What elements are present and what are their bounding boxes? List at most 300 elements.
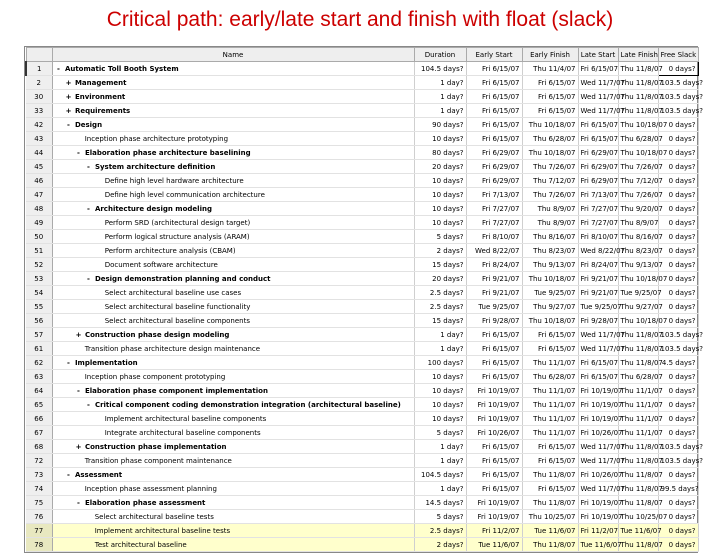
table-row[interactable]: [26, 342, 698, 356]
early-start-cell[interactable]: Fri 10/19/07: [466, 412, 522, 426]
table-row[interactable]: [26, 230, 698, 244]
free-slack-cell[interactable]: 103.5 days?: [658, 342, 698, 356]
task-name-cell[interactable]: [52, 426, 414, 440]
late-start-cell[interactable]: Fri 11/2/07: [578, 524, 618, 538]
late-start-cell[interactable]: Fri 10/19/07: [578, 510, 618, 524]
early-start-cell[interactable]: Fri 8/24/07: [466, 258, 522, 272]
row-id-cell[interactable]: 53: [26, 272, 52, 286]
duration-cell[interactable]: 10 days?: [414, 132, 466, 146]
duration-cell[interactable]: 10 days?: [414, 412, 466, 426]
early-finish-cell[interactable]: Fri 6/15/07: [522, 104, 578, 118]
table-row[interactable]: [26, 90, 698, 104]
late-start-cell[interactable]: Wed 11/7/07: [578, 454, 618, 468]
task-name-cell[interactable]: [52, 188, 414, 202]
late-finish-cell[interactable]: Thu 11/8/07: [618, 328, 658, 342]
expand-toggle[interactable]: +: [75, 442, 82, 451]
col-header-id[interactable]: [26, 48, 52, 62]
late-start-cell[interactable]: Fri 10/19/07: [578, 384, 618, 398]
table-row[interactable]: [26, 272, 698, 286]
late-finish-cell[interactable]: Thu 11/8/07: [618, 482, 658, 496]
late-start-cell[interactable]: Fri 6/29/07: [578, 146, 618, 160]
task-name-cell[interactable]: [52, 454, 414, 468]
row-id-cell[interactable]: 30: [26, 90, 52, 104]
row-id-cell[interactable]: 63: [26, 370, 52, 384]
early-finish-cell[interactable]: Thu 11/8/07: [522, 468, 578, 482]
task-name-cell[interactable]: [52, 468, 414, 482]
free-slack-cell[interactable]: 0 days?: [658, 188, 698, 202]
table-row[interactable]: [26, 202, 698, 216]
early-start-cell[interactable]: Fri 6/15/07: [466, 76, 522, 90]
free-slack-cell[interactable]: 0 days?: [658, 510, 698, 524]
task-name-cell[interactable]: [52, 482, 414, 496]
free-slack-cell[interactable]: 0 days?: [658, 468, 698, 482]
row-id-cell[interactable]: 1: [26, 62, 52, 76]
row-id-cell[interactable]: 43: [26, 132, 52, 146]
task-name-cell[interactable]: [52, 104, 414, 118]
duration-cell[interactable]: 1 day?: [414, 454, 466, 468]
table-row[interactable]: [26, 356, 698, 370]
collapse-toggle[interactable]: -: [87, 204, 90, 213]
row-id-cell[interactable]: 56: [26, 314, 52, 328]
duration-cell[interactable]: 2 days?: [414, 538, 466, 552]
late-finish-cell[interactable]: Thu 11/8/07: [618, 538, 658, 552]
expand-toggle[interactable]: +: [65, 78, 72, 87]
late-start-cell[interactable]: Fri 6/15/07: [578, 132, 618, 146]
task-name-cell[interactable]: [52, 412, 414, 426]
duration-cell[interactable]: 1 day?: [414, 482, 466, 496]
late-finish-cell[interactable]: Thu 11/8/07: [618, 356, 658, 370]
late-start-cell[interactable]: Fri 8/24/07: [578, 258, 618, 272]
late-start-cell[interactable]: Fri 10/19/07: [578, 496, 618, 510]
collapse-toggle[interactable]: -: [67, 470, 70, 479]
free-slack-cell[interactable]: 103.5 days?: [658, 328, 698, 342]
duration-cell[interactable]: 1 day?: [414, 440, 466, 454]
duration-cell[interactable]: 2.5 days?: [414, 300, 466, 314]
duration-cell[interactable]: 1 day?: [414, 342, 466, 356]
free-slack-cell[interactable]: 0 days?: [658, 258, 698, 272]
row-id-cell[interactable]: 77: [26, 524, 52, 538]
late-start-cell[interactable]: Fri 6/15/07: [578, 356, 618, 370]
duration-cell[interactable]: 10 days?: [414, 398, 466, 412]
late-start-cell[interactable]: Fri 6/29/07: [578, 160, 618, 174]
early-finish-cell[interactable]: Thu 10/18/07: [522, 314, 578, 328]
task-name-cell[interactable]: [52, 524, 414, 538]
late-finish-cell[interactable]: Thu 11/8/07: [618, 496, 658, 510]
late-start-cell[interactable]: Fri 9/21/07: [578, 286, 618, 300]
late-finish-cell[interactable]: Thu 7/12/07: [618, 174, 658, 188]
table-row[interactable]: [26, 496, 698, 510]
early-finish-cell[interactable]: Thu 9/13/07: [522, 258, 578, 272]
free-slack-cell[interactable]: 103.5 days?: [658, 104, 698, 118]
duration-cell[interactable]: 90 days?: [414, 118, 466, 132]
table-row[interactable]: [26, 510, 698, 524]
late-finish-cell[interactable]: Thu 10/25/07: [618, 510, 658, 524]
late-finish-cell[interactable]: Thu 11/8/07: [618, 440, 658, 454]
col-header-late-finish[interactable]: Late Finish: [618, 48, 658, 62]
late-finish-cell[interactable]: Thu 10/18/07: [618, 314, 658, 328]
row-id-cell[interactable]: 54: [26, 286, 52, 300]
duration-cell[interactable]: 10 days?: [414, 216, 466, 230]
expand-toggle[interactable]: +: [75, 330, 82, 339]
early-start-cell[interactable]: Fri 6/15/07: [466, 342, 522, 356]
duration-cell[interactable]: 1 day?: [414, 328, 466, 342]
free-slack-cell[interactable]: 103.5 days?: [658, 90, 698, 104]
late-start-cell[interactable]: Wed 11/7/07: [578, 90, 618, 104]
late-finish-cell[interactable]: Thu 11/1/07: [618, 384, 658, 398]
collapse-toggle[interactable]: -: [87, 274, 90, 283]
early-finish-cell[interactable]: Thu 8/16/07: [522, 230, 578, 244]
early-start-cell[interactable]: Fri 6/29/07: [466, 146, 522, 160]
duration-cell[interactable]: 20 days?: [414, 160, 466, 174]
free-slack-cell[interactable]: 0 days?: [658, 174, 698, 188]
table-row[interactable]: [26, 188, 698, 202]
late-finish-cell[interactable]: Thu 6/28/07: [618, 370, 658, 384]
early-finish-cell[interactable]: Thu 11/1/07: [522, 384, 578, 398]
row-id-cell[interactable]: 46: [26, 174, 52, 188]
early-finish-cell[interactable]: Thu 11/1/07: [522, 412, 578, 426]
task-name-cell[interactable]: [52, 244, 414, 258]
table-row[interactable]: [26, 314, 698, 328]
collapse-toggle[interactable]: -: [87, 162, 90, 171]
free-slack-cell[interactable]: 0 days?: [658, 216, 698, 230]
row-id-cell[interactable]: 62: [26, 356, 52, 370]
late-finish-cell[interactable]: Thu 11/8/07: [618, 62, 658, 76]
early-finish-cell[interactable]: Thu 11/8/07: [522, 496, 578, 510]
late-start-cell[interactable]: Fri 10/26/07: [578, 468, 618, 482]
early-finish-cell[interactable]: Fri 6/15/07: [522, 328, 578, 342]
table-row[interactable]: [26, 62, 698, 76]
task-name-cell[interactable]: [52, 538, 414, 552]
col-header-free-slack[interactable]: Free Slack: [658, 48, 698, 62]
duration-cell[interactable]: 10 days?: [414, 370, 466, 384]
duration-cell[interactable]: 10 days?: [414, 384, 466, 398]
task-name-cell[interactable]: [52, 314, 414, 328]
late-start-cell[interactable]: Wed 11/7/07: [578, 342, 618, 356]
early-finish-cell[interactable]: Thu 11/4/07: [522, 62, 578, 76]
table-row[interactable]: [26, 118, 698, 132]
table-row[interactable]: [26, 412, 698, 426]
late-finish-cell[interactable]: Thu 11/8/07: [618, 468, 658, 482]
collapse-toggle[interactable]: -: [67, 120, 70, 129]
late-finish-cell[interactable]: Thu 11/1/07: [618, 412, 658, 426]
free-slack-cell[interactable]: 0 days?: [658, 412, 698, 426]
duration-cell[interactable]: 20 days?: [414, 272, 466, 286]
early-start-cell[interactable]: Fri 7/13/07: [466, 188, 522, 202]
late-start-cell[interactable]: Fri 10/19/07: [578, 398, 618, 412]
row-id-cell[interactable]: 48: [26, 202, 52, 216]
early-finish-cell[interactable]: Thu 7/26/07: [522, 160, 578, 174]
early-start-cell[interactable]: Fri 7/27/07: [466, 216, 522, 230]
early-finish-cell[interactable]: Fri 6/15/07: [522, 342, 578, 356]
table-row[interactable]: [26, 160, 698, 174]
duration-cell[interactable]: 5 days?: [414, 426, 466, 440]
early-finish-cell[interactable]: Thu 6/28/07: [522, 370, 578, 384]
early-finish-cell[interactable]: Thu 8/23/07: [522, 244, 578, 258]
late-finish-cell[interactable]: Tue 9/25/07: [618, 286, 658, 300]
task-name-cell[interactable]: [52, 342, 414, 356]
row-id-cell[interactable]: 75: [26, 496, 52, 510]
task-name-cell[interactable]: [52, 230, 414, 244]
collapse-toggle[interactable]: -: [77, 148, 80, 157]
late-finish-cell[interactable]: Thu 6/28/07: [618, 132, 658, 146]
duration-cell[interactable]: 2.5 days?: [414, 524, 466, 538]
late-start-cell[interactable]: Fri 6/15/07: [578, 118, 618, 132]
task-name-cell[interactable]: [52, 300, 414, 314]
late-start-cell[interactable]: Fri 9/21/07: [578, 272, 618, 286]
late-start-cell[interactable]: Fri 10/19/07: [578, 412, 618, 426]
table-row[interactable]: [26, 244, 698, 258]
row-id-cell[interactable]: 55: [26, 300, 52, 314]
late-start-cell[interactable]: Fri 10/26/07: [578, 426, 618, 440]
late-start-cell[interactable]: Wed 11/7/07: [578, 482, 618, 496]
early-start-cell[interactable]: Fri 10/19/07: [466, 398, 522, 412]
duration-cell[interactable]: 15 days?: [414, 314, 466, 328]
duration-cell[interactable]: 1 day?: [414, 104, 466, 118]
free-slack-cell[interactable]: 0 days?: [658, 146, 698, 160]
free-slack-cell[interactable]: 4.5 days?: [658, 356, 698, 370]
free-slack-cell[interactable]: 0 days?: [658, 118, 698, 132]
free-slack-cell[interactable]: 0 days?: [658, 160, 698, 174]
free-slack-cell[interactable]: 0 days?: [658, 496, 698, 510]
early-finish-cell[interactable]: Thu 10/18/07: [522, 272, 578, 286]
free-slack-cell[interactable]: 103.5 days?: [658, 454, 698, 468]
duration-cell[interactable]: 14.5 days?: [414, 496, 466, 510]
early-finish-cell[interactable]: Tue 9/25/07: [522, 286, 578, 300]
free-slack-cell[interactable]: 0 days?: [658, 132, 698, 146]
task-name-cell[interactable]: [52, 510, 414, 524]
late-finish-cell[interactable]: Thu 11/8/07: [618, 90, 658, 104]
table-row[interactable]: [26, 538, 698, 552]
table-row[interactable]: [26, 174, 698, 188]
early-finish-cell[interactable]: Thu 6/28/07: [522, 132, 578, 146]
late-finish-cell[interactable]: Thu 11/8/07: [618, 342, 658, 356]
early-start-cell[interactable]: Fri 6/15/07: [466, 468, 522, 482]
task-name-cell[interactable]: [52, 398, 414, 412]
early-start-cell[interactable]: Fri 10/19/07: [466, 496, 522, 510]
table-row[interactable]: [26, 146, 698, 160]
early-finish-cell[interactable]: Thu 11/1/07: [522, 398, 578, 412]
late-start-cell[interactable]: Fri 6/29/07: [578, 174, 618, 188]
early-start-cell[interactable]: Tue 9/25/07: [466, 300, 522, 314]
early-start-cell[interactable]: Fri 11/2/07: [466, 524, 522, 538]
early-finish-cell[interactable]: Thu 9/27/07: [522, 300, 578, 314]
row-id-cell[interactable]: 33: [26, 104, 52, 118]
table-row[interactable]: [26, 216, 698, 230]
early-start-cell[interactable]: Tue 11/6/07: [466, 538, 522, 552]
row-id-cell[interactable]: 64: [26, 384, 52, 398]
task-name-cell[interactable]: [52, 384, 414, 398]
early-start-cell[interactable]: Fri 9/21/07: [466, 286, 522, 300]
free-slack-cell[interactable]: 0 days?: [658, 272, 698, 286]
early-start-cell[interactable]: Fri 10/19/07: [466, 510, 522, 524]
early-finish-cell[interactable]: Fri 6/15/07: [522, 76, 578, 90]
table-row[interactable]: [26, 426, 698, 440]
row-id-cell[interactable]: 45: [26, 160, 52, 174]
collapse-toggle[interactable]: -: [87, 400, 90, 409]
free-slack-cell[interactable]: 0 days?: [658, 300, 698, 314]
task-name-cell[interactable]: [52, 132, 414, 146]
row-id-cell[interactable]: 2: [26, 76, 52, 90]
early-finish-cell[interactable]: Thu 10/18/07: [522, 146, 578, 160]
table-row[interactable]: [26, 258, 698, 272]
late-start-cell[interactable]: Wed 11/7/07: [578, 76, 618, 90]
task-name-cell[interactable]: [52, 496, 414, 510]
late-finish-cell[interactable]: Thu 11/1/07: [618, 398, 658, 412]
row-id-cell[interactable]: 73: [26, 468, 52, 482]
late-finish-cell[interactable]: Thu 11/1/07: [618, 426, 658, 440]
row-id-cell[interactable]: 67: [26, 426, 52, 440]
duration-cell[interactable]: 1 day?: [414, 90, 466, 104]
duration-cell[interactable]: 5 days?: [414, 230, 466, 244]
early-finish-cell[interactable]: Thu 10/18/07: [522, 118, 578, 132]
early-start-cell[interactable]: Fri 6/15/07: [466, 482, 522, 496]
early-finish-cell[interactable]: Thu 7/26/07: [522, 188, 578, 202]
duration-cell[interactable]: 2 days?: [414, 244, 466, 258]
row-id-cell[interactable]: 61: [26, 342, 52, 356]
row-id-cell[interactable]: 49: [26, 216, 52, 230]
table-row[interactable]: [26, 300, 698, 314]
late-start-cell[interactable]: Fri 7/13/07: [578, 188, 618, 202]
row-id-cell[interactable]: 57: [26, 328, 52, 342]
row-id-cell[interactable]: 76: [26, 510, 52, 524]
early-start-cell[interactable]: Fri 9/28/07: [466, 314, 522, 328]
early-finish-cell[interactable]: Thu 8/9/07: [522, 216, 578, 230]
task-name-cell[interactable]: [52, 174, 414, 188]
row-id-cell[interactable]: 68: [26, 440, 52, 454]
late-finish-cell[interactable]: Thu 8/23/07: [618, 244, 658, 258]
expand-toggle[interactable]: +: [65, 106, 72, 115]
duration-cell[interactable]: 104.5 days?: [414, 62, 466, 76]
late-finish-cell[interactable]: Thu 11/8/07: [618, 104, 658, 118]
early-finish-cell[interactable]: Thu 11/1/07: [522, 356, 578, 370]
table-row[interactable]: [26, 468, 698, 482]
early-start-cell[interactable]: Fri 6/15/07: [466, 356, 522, 370]
early-start-cell[interactable]: Fri 6/15/07: [466, 118, 522, 132]
early-finish-cell[interactable]: Thu 7/12/07: [522, 174, 578, 188]
task-name-cell[interactable]: [52, 370, 414, 384]
early-start-cell[interactable]: Fri 6/15/07: [466, 440, 522, 454]
expand-toggle[interactable]: +: [65, 92, 72, 101]
late-finish-cell[interactable]: Thu 9/13/07: [618, 258, 658, 272]
free-slack-cell[interactable]: 0 days?: [658, 202, 698, 216]
late-finish-cell[interactable]: Thu 8/16/07: [618, 230, 658, 244]
early-start-cell[interactable]: Fri 10/19/07: [466, 384, 522, 398]
task-name-cell[interactable]: [52, 356, 414, 370]
free-slack-cell[interactable]: 0 days?: [658, 524, 698, 538]
task-name-cell[interactable]: [52, 90, 414, 104]
task-name-cell[interactable]: [52, 440, 414, 454]
late-start-cell[interactable]: Fri 7/27/07: [578, 216, 618, 230]
duration-cell[interactable]: 10 days?: [414, 188, 466, 202]
late-finish-cell[interactable]: Thu 10/18/07: [618, 118, 658, 132]
early-finish-cell[interactable]: Fri 6/15/07: [522, 482, 578, 496]
table-row[interactable]: [26, 328, 698, 342]
late-finish-cell[interactable]: Thu 11/8/07: [618, 454, 658, 468]
col-header-early-finish[interactable]: Early Finish: [522, 48, 578, 62]
late-start-cell[interactable]: Wed 11/7/07: [578, 440, 618, 454]
early-start-cell[interactable]: Fri 6/15/07: [466, 132, 522, 146]
duration-cell[interactable]: 1 day?: [414, 76, 466, 90]
collapse-toggle[interactable]: -: [77, 498, 80, 507]
free-slack-cell[interactable]: 103.5 days?: [658, 76, 698, 90]
task-name-cell[interactable]: [52, 328, 414, 342]
free-slack-cell[interactable]: 0 days?: [658, 244, 698, 258]
early-start-cell[interactable]: Fri 6/15/07: [466, 454, 522, 468]
task-name-cell[interactable]: [52, 286, 414, 300]
early-finish-cell[interactable]: Thu 11/1/07: [522, 426, 578, 440]
free-slack-cell[interactable]: 0 days?: [658, 286, 698, 300]
late-finish-cell[interactable]: Thu 10/18/07: [618, 272, 658, 286]
late-finish-cell[interactable]: Thu 7/26/07: [618, 160, 658, 174]
free-slack-cell[interactable]: 0 days?: [658, 370, 698, 384]
task-name-cell[interactable]: [52, 76, 414, 90]
row-id-cell[interactable]: 72: [26, 454, 52, 468]
late-start-cell[interactable]: Fri 9/28/07: [578, 314, 618, 328]
early-start-cell[interactable]: Fri 6/15/07: [466, 62, 522, 76]
duration-cell[interactable]: 10 days?: [414, 202, 466, 216]
late-start-cell[interactable]: Fri 8/10/07: [578, 230, 618, 244]
late-start-cell[interactable]: Fri 6/15/07: [578, 370, 618, 384]
task-name-cell[interactable]: [52, 118, 414, 132]
early-start-cell[interactable]: Fri 8/10/07: [466, 230, 522, 244]
free-slack-cell[interactable]: 0 days?: [658, 62, 698, 76]
row-id-cell[interactable]: 74: [26, 482, 52, 496]
table-row[interactable]: [26, 104, 698, 118]
row-id-cell[interactable]: 65: [26, 398, 52, 412]
duration-cell[interactable]: 104.5 days?: [414, 468, 466, 482]
free-slack-cell[interactable]: 0 days?: [658, 426, 698, 440]
duration-cell[interactable]: 100 days?: [414, 356, 466, 370]
row-id-cell[interactable]: 50: [26, 230, 52, 244]
late-start-cell[interactable]: Wed 11/7/07: [578, 328, 618, 342]
row-id-cell[interactable]: 66: [26, 412, 52, 426]
table-row[interactable]: [26, 482, 698, 496]
early-start-cell[interactable]: Wed 8/22/07: [466, 244, 522, 258]
col-header-late-start[interactable]: Late Start: [578, 48, 618, 62]
task-name-cell[interactable]: [52, 62, 414, 76]
table-row[interactable]: [26, 384, 698, 398]
early-finish-cell[interactable]: Thu 10/25/07: [522, 510, 578, 524]
duration-cell[interactable]: 15 days?: [414, 258, 466, 272]
task-name-cell[interactable]: [52, 160, 414, 174]
early-start-cell[interactable]: Fri 7/27/07: [466, 202, 522, 216]
early-start-cell[interactable]: Fri 9/21/07: [466, 272, 522, 286]
task-name-cell[interactable]: [52, 146, 414, 160]
table-row[interactable]: [26, 524, 698, 538]
collapse-toggle[interactable]: -: [67, 358, 70, 367]
table-row[interactable]: [26, 76, 698, 90]
col-header-early-start[interactable]: Early Start: [466, 48, 522, 62]
late-start-cell[interactable]: Wed 8/22/07: [578, 244, 618, 258]
late-finish-cell[interactable]: Thu 8/9/07: [618, 216, 658, 230]
task-name-cell[interactable]: [52, 202, 414, 216]
late-finish-cell[interactable]: Thu 9/20/07: [618, 202, 658, 216]
duration-cell[interactable]: 5 days?: [414, 510, 466, 524]
late-finish-cell[interactable]: Tue 11/6/07: [618, 524, 658, 538]
free-slack-cell[interactable]: 0 days?: [658, 398, 698, 412]
task-name-cell[interactable]: [52, 272, 414, 286]
free-slack-cell[interactable]: 0 days?: [658, 538, 698, 552]
free-slack-cell[interactable]: 103.5 days?: [658, 440, 698, 454]
row-id-cell[interactable]: 44: [26, 146, 52, 160]
collapse-toggle[interactable]: -: [57, 64, 60, 73]
early-start-cell[interactable]: Fri 6/29/07: [466, 160, 522, 174]
row-id-cell[interactable]: 51: [26, 244, 52, 258]
duration-cell[interactable]: 10 days?: [414, 174, 466, 188]
late-finish-cell[interactable]: Thu 10/18/07: [618, 146, 658, 160]
early-finish-cell[interactable]: Fri 6/15/07: [522, 440, 578, 454]
row-id-cell[interactable]: 42: [26, 118, 52, 132]
